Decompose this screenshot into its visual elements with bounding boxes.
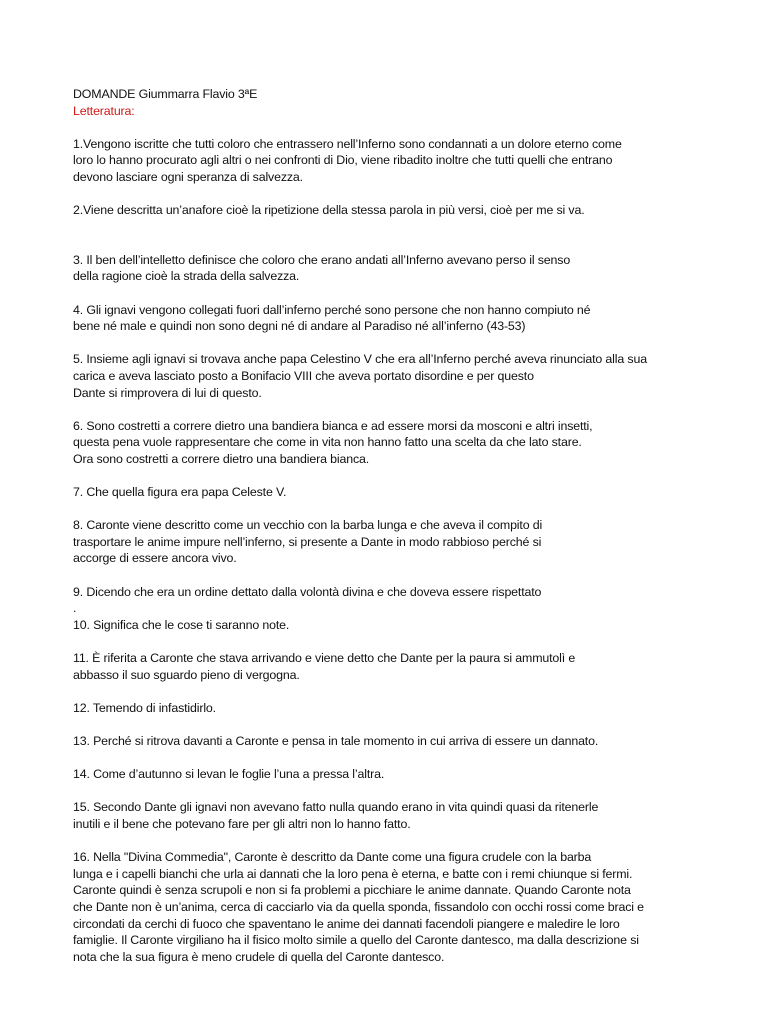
answer-8 bbox=[73, 517, 693, 567]
answer-line: accorge di essere ancora vivo. bbox=[73, 551, 237, 566]
answer-7 bbox=[73, 484, 693, 501]
answer-1 bbox=[73, 136, 693, 186]
answer-line: 1.Vengono iscritte che tutti coloro che entrassero nell’Inferno sono condannati a un dolore eterno come bbox=[73, 136, 622, 151]
answer-line: 6. Sono costretti a correre dietro una bandiera bianca e ad essere morsi da mosconi e altri insetti, bbox=[73, 418, 593, 433]
answer-9 bbox=[73, 584, 693, 617]
answer-2 bbox=[73, 202, 693, 219]
answer-line: devono lasciare ogni speranza di salvezza. bbox=[73, 169, 303, 184]
answer-line: 7. Che quella figura era papa Celeste V. bbox=[73, 485, 287, 500]
answer-line: 3. Il ben dell’intelletto definisce che coloro che erano andati all’Inferno avevano perso il senso bbox=[73, 252, 571, 267]
document-header: DOMANDE Giummarra Flavio 3ªE bbox=[73, 87, 258, 101]
answer-line: 8. Caronte viene descritto come un vecchio con la barba lunga e che aveva il compito di bbox=[73, 518, 543, 533]
answer-10 bbox=[73, 617, 693, 634]
answer-line: carica e aveva lasciato posto a Bonifacio VIII che aveva portato disordine e per questo bbox=[73, 368, 534, 383]
answer-line: trasportare le anime impure nell’inferno, si presente a Dante in modo rabbioso perché si bbox=[73, 534, 542, 549]
answer-5 bbox=[73, 351, 693, 401]
answer-line: della ragione cioè la strada della salvezza. bbox=[73, 269, 300, 284]
answer-14 bbox=[73, 766, 693, 783]
answer-line: 4. Gli ignavi vengono collegati fuori dall’inferno perché sono persone che non hanno compiuto né bbox=[73, 302, 591, 317]
answer-line: inutili e il bene che potevano fare per gli altri non lo hanno fatto. bbox=[73, 816, 411, 831]
answer-4 bbox=[73, 302, 693, 335]
answer-line: 16. Nella "Divina Commedia", Caronte è descritto da Dante come una figura crudele con la barba bbox=[73, 850, 592, 865]
answer-line: bene né male e quindi non sono degni né di andare al Paradiso né all’inferno (43-53) bbox=[73, 319, 526, 334]
answer-line: questa pena vuole rappresentare che come in vita non hanno fatto una scelta da che lato stare. bbox=[73, 435, 582, 450]
answer-line: Caronte quindi è senza scrupoli e non si fa problemi a picchiare le anime dannate. Quando Caronte nota bbox=[73, 883, 631, 898]
answer-3 bbox=[73, 252, 693, 285]
answer-line: loro lo hanno procurato agli altri o nei confronti di Dio, viene ribadito inoltre che tutti quelli che entrano bbox=[73, 153, 613, 168]
document-body bbox=[73, 86, 693, 965]
section-title: Letteratura: bbox=[73, 103, 135, 118]
answer-line: 9. Dicendo che era un ordine dettato dalla volontà divina e che doveva essere rispettato bbox=[73, 584, 542, 599]
answer-line: 5. Insieme agli ignavi si trovava anche papa Celestino V che era all’Inferno perché aveva rinunciato alla sua bbox=[73, 352, 647, 367]
answer-line: 14. Come d’autunno si levan le foglie l’una a pressa l’altra. bbox=[73, 767, 385, 782]
answer-line: 10. Significa che le cose ti saranno note. bbox=[73, 617, 290, 632]
answer-15 bbox=[73, 799, 693, 832]
answer-line: 12. Temendo di infastidirlo. bbox=[73, 700, 216, 715]
answer-6 bbox=[73, 418, 693, 468]
answer-line: 2.Viene descritta un’anafore cioè la ripetizione della stessa parola in più versi, cioè per me si va. bbox=[73, 203, 585, 218]
answer-line: lunga e i capelli bianchi che urla ai dannati che la loro pena è eterna, e batte con i remi chiunque si fermi. bbox=[73, 866, 633, 881]
answer-line: nota che la sua figura è meno crudele di quella del Caronte dantesco. bbox=[73, 949, 445, 964]
answer-12 bbox=[73, 700, 693, 717]
answer-line: 15. Secondo Dante gli ignavi non avevano fatto nulla quando erano in vita quindi quasi da ritenerle bbox=[73, 800, 599, 815]
answer-line: . bbox=[73, 601, 77, 616]
answer-line: circondati da cerchi di fuoco che spaventano le anime dei dannati facendoli piangere e maledire le loro bbox=[73, 916, 620, 931]
answer-line: 11. È riferita a Caronte che stava arrivando e viene detto che Dante per la paura si ammutolì e bbox=[73, 651, 576, 665]
answer-line: che Dante non è un’anima, cerca di cacciarlo via da quella sponda, fissandolo con occhi rossi come braci e bbox=[73, 899, 644, 914]
answer-line: 13. Perché si ritrova davanti a Caronte e pensa in tale momento in cui arriva di essere un dannato. bbox=[73, 733, 599, 748]
answer-13 bbox=[73, 733, 693, 750]
answer-16 bbox=[73, 849, 693, 965]
answer-line: Ora sono costretti a correre dietro una bandiera bianca. bbox=[73, 451, 370, 466]
answer-11 bbox=[73, 650, 693, 683]
answer-line: abbasso il suo sguardo pieno di vergogna. bbox=[73, 667, 300, 682]
answer-line: Dante si rimprovera di lui di questo. bbox=[73, 385, 262, 400]
answer-line: famiglie. Il Caronte virgiliano ha il fisico molto simile a quello del Caronte dantesco, ma dalla descrizione si bbox=[73, 933, 639, 948]
